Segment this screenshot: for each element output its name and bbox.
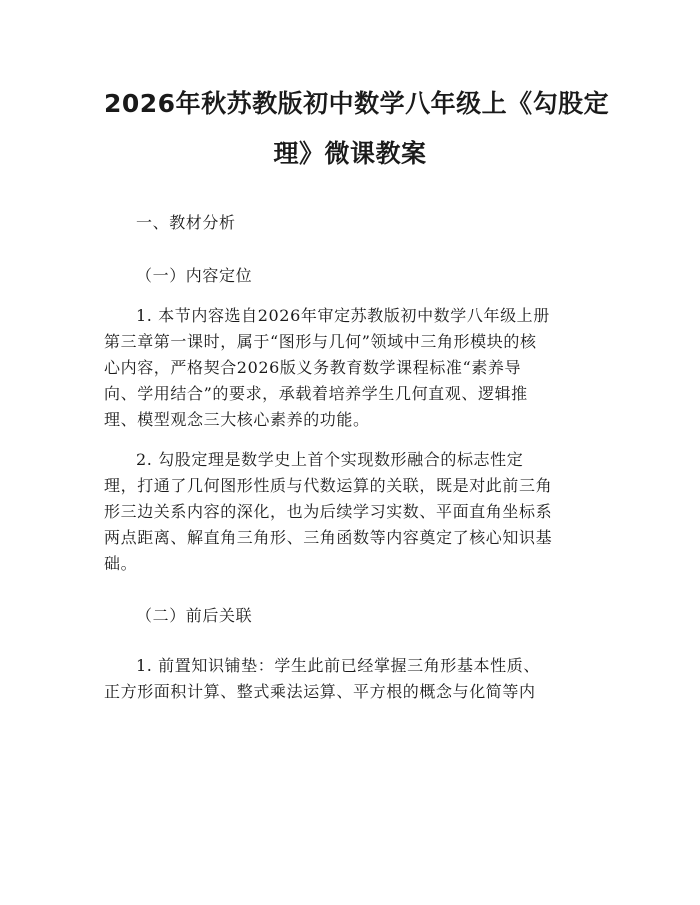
title-line: 理》微课教案 [273, 139, 427, 168]
paragraph-line: 1. 本节内容选自2026年审定苏教版初中数学八年级上册 [136, 306, 550, 325]
paragraph-line: 形三边关系内容的深化，也为后续学习实数、平面直角坐标系 [104, 502, 553, 521]
section-heading-textbook-analysis: 一、教材分析 [136, 213, 236, 232]
paragraph-line: 理，打通了几何图形性质与代数运算的关联，既是对此前三角 [104, 476, 553, 495]
paragraph-content-positioning-1 [104, 303, 596, 433]
subsection-heading-content-positioning: （一）内容定位 [136, 266, 253, 285]
paragraph-line: 2. 勾股定理是数学史上首个实现数形融合的标志性定 [136, 450, 524, 469]
paragraph-line: 第三章第一课时，属于“图形与几何”领域中三角形模块的核 [104, 332, 537, 351]
paragraph-line: 1. 前置知识铺垫：学生此前已经掌握三角形基本性质、 [136, 656, 540, 675]
paragraph-prior-knowledge [104, 653, 596, 705]
title-line: 2026年秋苏教版初中数学八年级上《勾股定 [104, 89, 610, 118]
paragraph-line: 理、模型观念三大核心素养的功能。 [104, 410, 370, 429]
document-title [104, 82, 610, 176]
paragraph-line: 向、学用结合”的要求，承载着培养学生几何直观、逻辑推 [104, 384, 528, 403]
paragraph-line: 正方形面积计算、整式乘法运算、平方根的概念与化简等内 [104, 682, 536, 701]
paragraph-line: 心内容，严格契合2026版义务教育数学课程标准“素养导 [104, 358, 522, 377]
paragraph-content-positioning-2 [104, 447, 596, 577]
paragraph-line: 两点距离、解直角三角形、三角函数等内容奠定了核心知识基 [104, 528, 553, 547]
subsection-heading-connections: （二）前后关联 [136, 606, 253, 625]
paragraph-line: 础。 [104, 554, 138, 573]
